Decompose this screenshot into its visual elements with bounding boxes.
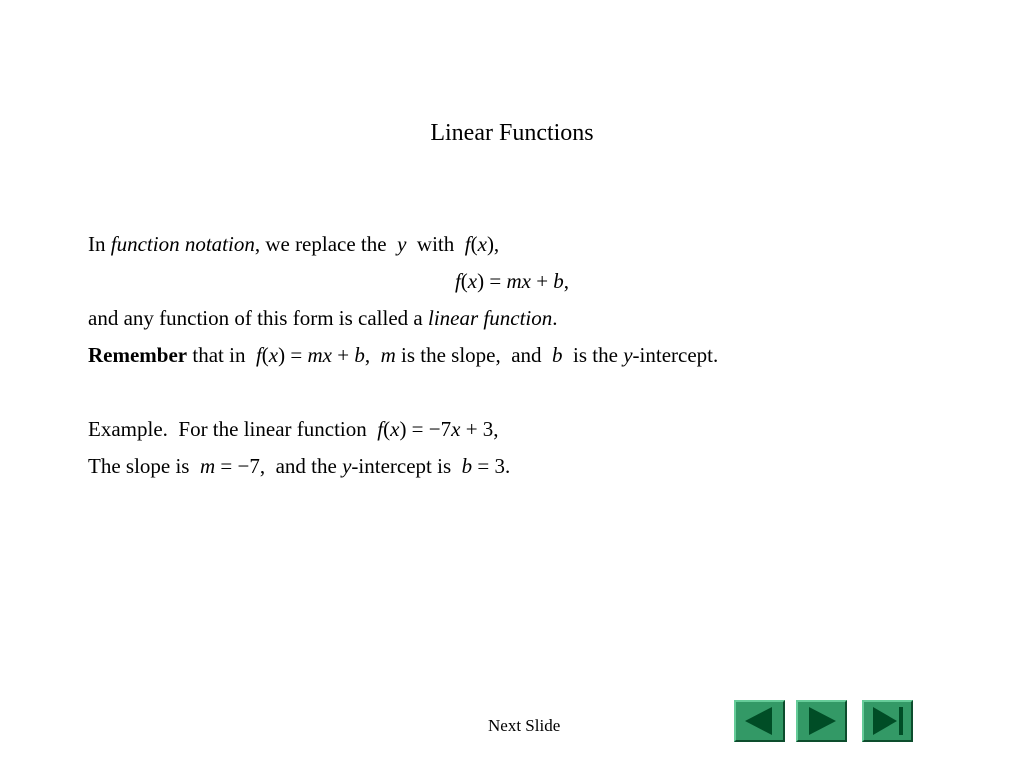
previous-slide-icon (736, 702, 783, 740)
formula-linear-function: f(x) = mx + b, (454, 269, 570, 293)
last-slide-icon (864, 702, 911, 740)
body-line-remember: Remember that in f(x) = mx + b, m is the slope, and b is the y-intercept. (88, 343, 719, 367)
next-slide-link[interactable]: Next Slide (488, 716, 561, 735)
next-slide-button[interactable] (796, 700, 847, 742)
body-line-example: Example. For the linear function f(x) = −7x + 3, (88, 417, 499, 441)
next-slide-icon (798, 702, 845, 740)
last-slide-button[interactable] (862, 700, 913, 742)
slide-title: Linear Functions (430, 120, 594, 146)
previous-slide-button[interactable] (734, 700, 785, 742)
body-line-example-answer: The slope is m = −7, and the y-intercept is b = 3. (88, 454, 511, 478)
body-line-function-notation: In function notation, we replace the y with f(x), (88, 232, 500, 256)
body-line-linear-function-definition: and any function of this form is called a linear function. (88, 306, 558, 330)
